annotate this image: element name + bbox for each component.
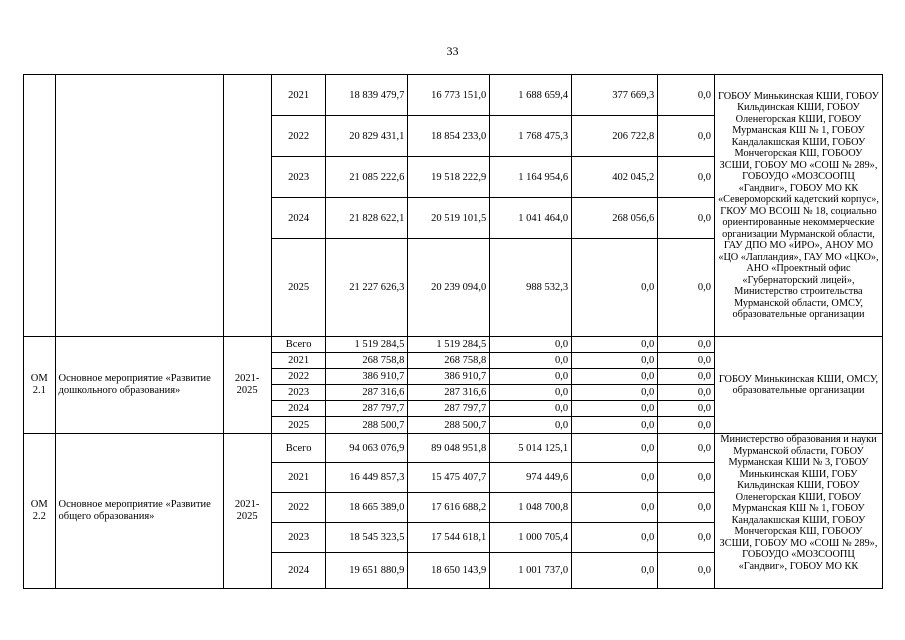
title-cell: Основное мероприятие «Развитие общего образования»	[55, 434, 223, 589]
year-cell: Всего	[271, 337, 326, 353]
source2-cell: 0,0	[490, 417, 572, 434]
source4-cell: 0,0	[658, 369, 715, 385]
source3-cell: 268 056,6	[572, 198, 658, 239]
source2-cell: 0,0	[490, 369, 572, 385]
source3-cell: 0,0	[572, 493, 658, 523]
total-cell: 1 519 284,5	[326, 337, 408, 353]
title-cell: Основное мероприятие «Развитие дошкольного образования»	[55, 337, 223, 434]
executors-cell: Министерство образования и науки Мурманской области, ГОБОУ Мурманская КШИ № 3, ГОБОУ Минькинская КШИ, ГОБУ Кильдинская КШИ, ГОБОУ Оленегорская КШИ, ГОБОУ Мурманская КШ № 1, ГОБОУ Кандалакшская КШИ, ГОБОУ Мончегорская КШ, ГОБООУ ЗСШИ, ГОБОУ МО «СОШ № 289», ГОБОУДО «МОЗСООПЦ «Гандвиг», ГОБОУ МО КК	[714, 434, 882, 589]
source2-cell: 0,0	[490, 385, 572, 401]
year-cell: 2022	[271, 116, 326, 157]
source1-cell: 1 519 284,5	[408, 337, 490, 353]
total-cell: 16 449 857,3	[326, 463, 408, 493]
source1-cell: 17 616 688,2	[408, 493, 490, 523]
source3-cell: 0,0	[572, 463, 658, 493]
source2-cell: 1 041 464,0	[490, 198, 572, 239]
source1-cell: 20 239 094,0	[408, 239, 490, 337]
executors-cell: ГОБОУ Минькинская КШИ, ГОБОУ Кильдинская КШИ, ГОБОУ Оленегорская КШИ, ГОБОУ Мурманская КШ № 1, ГОБОУ Кандалакшская КШИ, ГОБОУ Мончегорская КШ, ГОБООУ ЗСШИ, ГОБОУ МО «СОШ № 289», ГОБОУДО «МОЗСООПЦ «Гандвиг», ГОБОУ МО КК «Североморский кадетский корпус», ГКОУ МО ВСОШ № 18, социально ориентированные некоммерческие организации Мурманской области, ГАУ ДПО МО «ИРО», АНОУ МО «ЦО «Лапландия», ГАУ МО «ЦКО», АНО «Проектный офис «Губернаторский лицей», Министерство строительства Мурманской области, ОМСУ, образовательные организации	[714, 75, 882, 337]
source4-cell: 0,0	[658, 353, 715, 369]
source2-cell: 1 768 475,3	[490, 116, 572, 157]
year-cell: 2025	[271, 417, 326, 434]
source1-cell: 18 650 143,9	[408, 553, 490, 589]
year-cell: 2021	[271, 75, 326, 116]
budget-table	[23, 74, 883, 589]
table-row	[24, 75, 883, 116]
source3-cell: 0,0	[572, 353, 658, 369]
source4-cell: 0,0	[658, 417, 715, 434]
source3-cell: 0,0	[572, 369, 658, 385]
year-cell: 2022	[271, 493, 326, 523]
source1-cell: 287 797,7	[408, 401, 490, 417]
year-cell: 2024	[271, 198, 326, 239]
period-cell: 2021-2025	[223, 434, 271, 589]
source4-cell: 0,0	[658, 434, 715, 463]
total-cell: 21 828 622,1	[326, 198, 408, 239]
source3-cell: 402 045,2	[572, 157, 658, 198]
source1-cell: 16 773 151,0	[408, 75, 490, 116]
total-cell: 18 545 323,5	[326, 523, 408, 553]
total-cell: 287 797,7	[326, 401, 408, 417]
total-cell: 19 651 880,9	[326, 553, 408, 589]
source1-cell: 20 519 101,5	[408, 198, 490, 239]
year-cell: 2023	[271, 523, 326, 553]
source2-cell: 988 532,3	[490, 239, 572, 337]
source1-cell: 287 316,6	[408, 385, 490, 401]
code-cell: ОМ 2.2	[24, 434, 56, 589]
year-cell: 2022	[271, 369, 326, 385]
source4-cell: 0,0	[658, 198, 715, 239]
source2-cell: 1 000 705,4	[490, 523, 572, 553]
year-cell: 2024	[271, 553, 326, 589]
source1-cell: 17 544 618,1	[408, 523, 490, 553]
source2-cell: 0,0	[490, 401, 572, 417]
source1-cell: 89 048 951,8	[408, 434, 490, 463]
title-cell	[55, 75, 223, 337]
source2-cell: 1 048 700,8	[490, 493, 572, 523]
source3-cell: 0,0	[572, 401, 658, 417]
source4-cell: 0,0	[658, 463, 715, 493]
source1-cell: 19 518 222,9	[408, 157, 490, 198]
source4-cell: 0,0	[658, 553, 715, 589]
year-cell: 2024	[271, 401, 326, 417]
table-row	[24, 434, 883, 463]
total-cell: 20 829 431,1	[326, 116, 408, 157]
total-cell: 386 910,7	[326, 369, 408, 385]
code-cell	[24, 75, 56, 337]
source3-cell: 206 722,8	[572, 116, 658, 157]
total-cell: 21 085 222,6	[326, 157, 408, 198]
code-cell: ОМ 2.1	[24, 337, 56, 434]
source2-cell: 1 688 659,4	[490, 75, 572, 116]
total-cell: 287 316,6	[326, 385, 408, 401]
total-cell: 288 500,7	[326, 417, 408, 434]
source3-cell: 0,0	[572, 337, 658, 353]
source2-cell: 5 014 125,1	[490, 434, 572, 463]
total-cell: 21 227 626,3	[326, 239, 408, 337]
source1-cell: 15 475 407,7	[408, 463, 490, 493]
source4-cell: 0,0	[658, 157, 715, 198]
source2-cell: 0,0	[490, 353, 572, 369]
year-cell: 2023	[271, 157, 326, 198]
source4-cell: 0,0	[658, 385, 715, 401]
source3-cell: 0,0	[572, 553, 658, 589]
total-cell: 94 063 076,9	[326, 434, 408, 463]
source4-cell: 0,0	[658, 116, 715, 157]
source1-cell: 18 854 233,0	[408, 116, 490, 157]
source1-cell: 288 500,7	[408, 417, 490, 434]
source2-cell: 1 001 737,0	[490, 553, 572, 589]
total-cell: 18 839 479,7	[326, 75, 408, 116]
source3-cell: 0,0	[572, 523, 658, 553]
period-cell: 2021-2025	[223, 337, 271, 434]
source4-cell: 0,0	[658, 75, 715, 116]
source2-cell: 0,0	[490, 337, 572, 353]
source4-cell: 0,0	[658, 523, 715, 553]
table-row	[24, 337, 883, 353]
source3-cell: 0,0	[572, 434, 658, 463]
source4-cell: 0,0	[658, 401, 715, 417]
source4-cell: 0,0	[658, 337, 715, 353]
total-cell: 18 665 389,0	[326, 493, 408, 523]
source3-cell: 0,0	[572, 239, 658, 337]
source3-cell: 377 669,3	[572, 75, 658, 116]
source4-cell: 0,0	[658, 239, 715, 337]
year-cell: 2023	[271, 385, 326, 401]
year-cell: 2021	[271, 463, 326, 493]
total-cell: 268 758,8	[326, 353, 408, 369]
period-cell	[223, 75, 271, 337]
source1-cell: 386 910,7	[408, 369, 490, 385]
source3-cell: 0,0	[572, 385, 658, 401]
year-cell: 2025	[271, 239, 326, 337]
source2-cell: 974 449,6	[490, 463, 572, 493]
source3-cell: 0,0	[572, 417, 658, 434]
source2-cell: 1 164 954,6	[490, 157, 572, 198]
year-cell: Всего	[271, 434, 326, 463]
source4-cell: 0,0	[658, 493, 715, 523]
year-cell: 2021	[271, 353, 326, 369]
page-number: 33	[446, 44, 459, 58]
executors-cell: ГОБОУ Минькинская КШИ, ОМСУ, образовательные организации	[714, 337, 882, 434]
source1-cell: 268 758,8	[408, 353, 490, 369]
